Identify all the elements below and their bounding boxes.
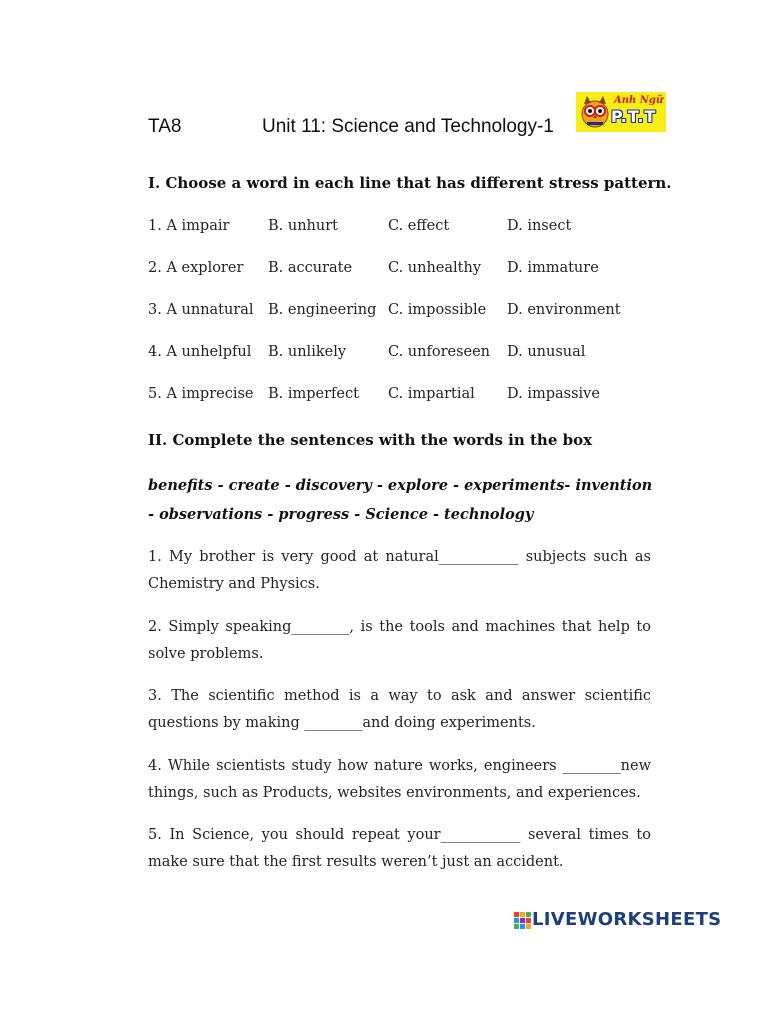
section1-heading: I. Choose a word in each line that has different stress pattern.: [148, 174, 672, 192]
option-d: D. impassive: [507, 386, 600, 402]
option-b: B. accurate: [268, 260, 353, 276]
option-c: C. impossible: [388, 302, 487, 318]
option-c: C. unhealthy: [388, 260, 482, 276]
liveworksheets-icon: [514, 912, 531, 930]
sentence-5: 5. In Science, you should repeat your___________ several times to make sure that the first results weren’t just an accident.: [148, 827, 651, 870]
owl-icon: [580, 95, 610, 128]
option-d: D. environment: [507, 302, 621, 318]
sentence-1: 1. My brother is very good at natural___________ subjects such as Chemistry and Physics.: [148, 549, 651, 592]
option-a: 1. A impair: [148, 218, 230, 234]
page-title: Unit 11: Science and Technology-1: [262, 116, 554, 137]
sentence-2: 2. Simply speaking________, is the tools and machines that help to solve problems.: [148, 619, 651, 662]
option-b: B. unlikely: [268, 344, 347, 360]
sentence-4: 4. While scientists study how nature works, engineers ________new things, such as Products, websites environments, and experiences.: [148, 758, 651, 801]
option-d: D. insect: [507, 218, 572, 234]
option-c: C. unforeseen: [388, 344, 491, 360]
option-b: B. imperfect: [268, 386, 359, 402]
option-c: C. effect: [388, 218, 450, 234]
option-b: B. unhurt: [268, 218, 338, 234]
logo-text-top: Anh Ngữ: [614, 95, 664, 106]
section2-heading: II. Complete the sentences with the words in the box: [148, 431, 593, 449]
option-d: D. immature: [507, 260, 599, 276]
word-box-line-2: - observations - progress - Science - technology: [148, 506, 534, 523]
brand-logo: [576, 92, 666, 132]
option-b: B. engineering: [268, 302, 377, 318]
option-d: D. unusual: [507, 344, 586, 360]
option-a: 5. A imprecise: [148, 386, 254, 402]
sentence-3: 3. The scientific method is a way to ask and answer scientific questions by making ________and doing experiments.: [148, 688, 651, 731]
word-box-line-1: benefits - create - discovery - explore - experiments- invention: [148, 477, 653, 494]
option-a: 3. A unnatural: [148, 302, 254, 318]
option-c: C. impartial: [388, 386, 475, 402]
course-code: TA8: [148, 116, 182, 137]
logo-text-bottom: P.T.T: [611, 107, 657, 126]
liveworksheets-text: LIVEWORKSHEETS: [532, 909, 722, 930]
option-a: 2. A explorer: [148, 260, 244, 276]
option-a: 4. A unhelpful: [148, 344, 252, 360]
